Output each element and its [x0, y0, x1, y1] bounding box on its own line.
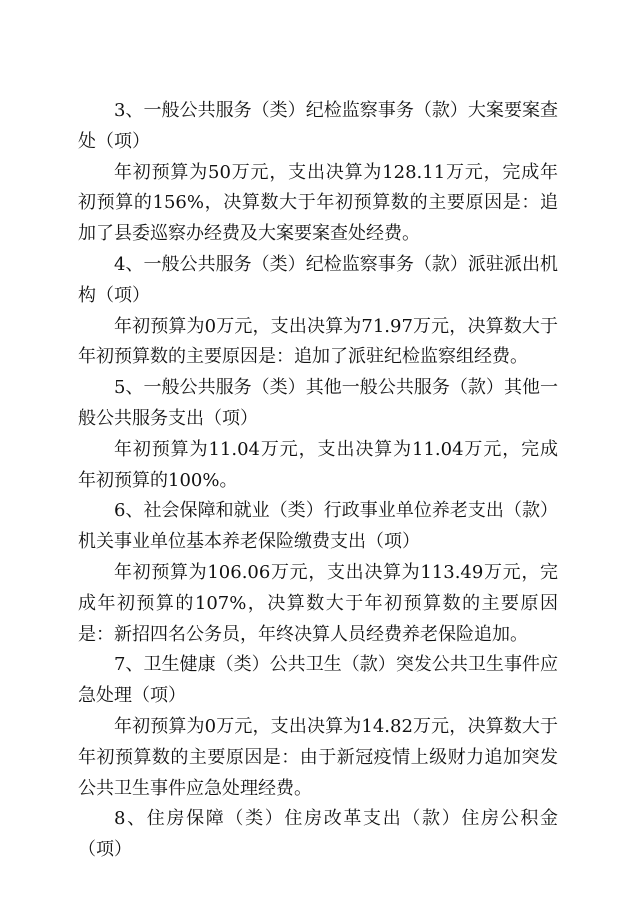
item-8-heading: 8、住房保障（类）住房改革支出（款）住房公积金（项） [78, 808, 558, 861]
item-5-heading: 5、一般公共服务（类）其他一般公共服务（款）其他一般公共服务支出（项） [78, 377, 558, 429]
item-3-heading: 3、一般公共服务（类）纪检监察事务（款）大案要案查处（项） [78, 100, 558, 152]
item-4-heading: 4、一般公共服务（类）纪检监察事务（款）派驻派出机构（项） [78, 253, 558, 306]
item-5-explanation: 年初预算为11.04万元，支出决算为11.04万元，完成年初预算的100%。 [78, 438, 558, 491]
item-3-explanation: 年初预算为50万元，支出决算为128.11万元，完成年初预算的156%，决算数大于年初预算数的主要原因是：追加了县委巡察办经费及大案要案查处经费。 [78, 161, 558, 245]
item-7-explanation: 年初预算为0万元，支出决算为14.82万元，决算数大于年初预算数的主要原因是：由于新冠疫情上级财力追加突发公共卫生事件应急处理经费。 [78, 715, 558, 799]
item-6-explanation: 年初预算为106.06万元，支出决算为113.49万元，完成年初预算的107%，决算数大于年初预算数的主要原因是：新招四名公务员，年终决算人员经费养老保险追加。 [78, 561, 558, 645]
item-4-explanation: 年初预算为0万元，支出决算为71.97万元，决算数大于年初预算数的主要原因是：追加了派驻纪检监察组经费。 [78, 315, 558, 368]
item-7-heading: 7、卫生健康（类）公共卫生（款）突发公共卫生事件应急处理（项） [78, 654, 558, 707]
item-6-heading: 6、社会保障和就业（类）行政事业单位养老支出（款）机关事业单位基本养老保险缴费支出（项） [78, 500, 558, 553]
document-body [78, 96, 558, 866]
